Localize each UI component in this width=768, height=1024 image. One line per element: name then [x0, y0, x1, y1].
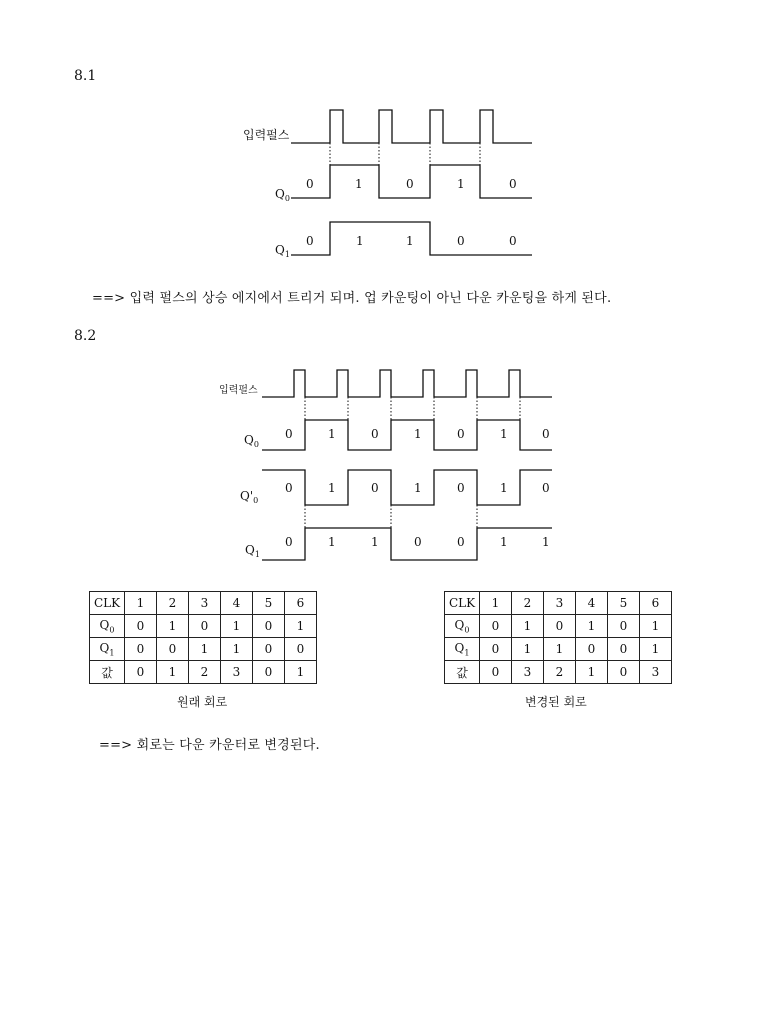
q1-label: $Q_1$ [245, 543, 260, 559]
table-cell: 3 [544, 592, 576, 615]
table-cell: 1 [285, 615, 317, 638]
table-cell: 0 [285, 638, 317, 661]
table-cell: 0 [480, 615, 512, 638]
table-cell: 1 [640, 638, 672, 661]
row-label: 값 [445, 661, 480, 684]
q1-label: $Q_1$ [275, 243, 290, 259]
input-pulse-waveform [262, 370, 552, 397]
table-cell: 0 [608, 638, 640, 661]
table-cell: 1 [157, 661, 189, 684]
table-cell: 0 [544, 615, 576, 638]
q1-bit: 0 [414, 535, 422, 549]
q0-prime-bit: 1 [328, 481, 336, 495]
q0-prime-label: $Q'_0$ [240, 489, 259, 505]
original-circuit-caption: 원래 회로 [177, 695, 228, 709]
q1-bit: 0 [457, 535, 465, 549]
q0-label: $Q_0$ [275, 187, 290, 203]
table-cell: 1 [576, 661, 608, 684]
table-cell: 6 [285, 592, 317, 615]
table-cell: 0 [608, 661, 640, 684]
table-cell: 2 [544, 661, 576, 684]
input-pulse-label: 입력펄스 [243, 128, 290, 142]
q0-prime-bit: 0 [371, 481, 379, 495]
row-label: $Q_1$ [90, 638, 125, 661]
q0-prime-bit: 0 [285, 481, 293, 495]
input-pulse-label: 입력펄스 [219, 385, 258, 396]
table-cell: 1 [576, 615, 608, 638]
table-cell: 0 [157, 638, 189, 661]
q1-bit: 1 [406, 234, 414, 248]
q1-bit: 0 [306, 234, 314, 248]
final-note: ==> 회로는 다운 카운터로 변경된다. [99, 738, 320, 753]
table-cell: 0 [480, 661, 512, 684]
q0-prime-waveform [262, 470, 552, 505]
q0-prime-bit: 1 [500, 481, 508, 495]
table-cell: 5 [608, 592, 640, 615]
q0-bit: 0 [457, 427, 465, 441]
table-cell: 0 [125, 615, 157, 638]
q1-bit: 0 [509, 234, 517, 248]
table-cell: 1 [189, 638, 221, 661]
table-row [90, 661, 317, 684]
q1-bit: 1 [500, 535, 508, 549]
table-cell: 1 [512, 638, 544, 661]
table-cell: 0 [253, 661, 285, 684]
table-cell: 6 [640, 592, 672, 615]
section-8-2-title: 8.2 [74, 328, 97, 344]
table-cell: 1 [640, 615, 672, 638]
table-cell: 0 [253, 615, 285, 638]
q0-prime-bit: 0 [457, 481, 465, 495]
table-cell: 0 [125, 661, 157, 684]
table-cell: 1 [221, 615, 253, 638]
table-row [90, 638, 317, 661]
table-cell: 2 [189, 661, 221, 684]
q1-bit: 0 [457, 234, 465, 248]
q1-bit: 1 [542, 535, 550, 549]
q0-bit: 0 [306, 177, 314, 191]
section-8-1-note: ==> 입력 펄스의 상승 에지에서 트리거 되며. 업 카운팅이 아닌 다운 카운팅을 하게 된다. [92, 291, 612, 306]
table-cell: 3 [189, 592, 221, 615]
q1-bit: 1 [371, 535, 379, 549]
q1-bit: 0 [285, 535, 293, 549]
row-label: $Q_0$ [90, 615, 125, 638]
q0-prime-bit: 1 [414, 481, 422, 495]
row-label: 값 [90, 661, 125, 684]
table-cell: 0 [576, 638, 608, 661]
table-row [90, 615, 317, 638]
table-row [445, 592, 672, 615]
table-cell: 3 [221, 661, 253, 684]
table-cell: 0 [608, 615, 640, 638]
q1-bit: 1 [328, 535, 336, 549]
table-cell: 1 [285, 661, 317, 684]
q0-bit: 0 [542, 427, 550, 441]
q0-bit: 0 [509, 177, 517, 191]
table-cell: 0 [480, 638, 512, 661]
table-cell: 1 [512, 615, 544, 638]
table-cell: 2 [512, 592, 544, 615]
row-label: CLK [90, 592, 125, 615]
modified-circuit-table [444, 591, 672, 684]
table-cell: 1 [125, 592, 157, 615]
table-cell: 3 [512, 661, 544, 684]
table-row [90, 592, 317, 615]
table-cell: 2 [157, 592, 189, 615]
q0-label: $Q_0$ [244, 433, 259, 449]
row-label: CLK [445, 592, 480, 615]
table-cell: 3 [640, 661, 672, 684]
table-cell: 0 [253, 638, 285, 661]
table-row [445, 615, 672, 638]
row-label: $Q_0$ [445, 615, 480, 638]
q1-bit: 1 [356, 234, 364, 248]
table-cell: 4 [221, 592, 253, 615]
table-cell: 5 [253, 592, 285, 615]
q0-bit: 0 [371, 427, 379, 441]
q0-bit: 1 [414, 427, 422, 441]
table-cell: 4 [576, 592, 608, 615]
q0-bit: 1 [328, 427, 336, 441]
section-8-1-title: 8.1 [74, 68, 97, 84]
table-cell: 0 [189, 615, 221, 638]
modified-circuit-caption: 변경된 회로 [525, 695, 587, 709]
table-cell: 1 [221, 638, 253, 661]
q1-waveform [262, 528, 552, 560]
table-row [445, 661, 672, 684]
table-row [445, 638, 672, 661]
q0-bit: 1 [355, 177, 363, 191]
q0-waveform [262, 420, 552, 450]
table-cell: 1 [157, 615, 189, 638]
q0-bit: 0 [285, 427, 293, 441]
original-circuit-table [89, 591, 317, 684]
row-label: $Q_1$ [445, 638, 480, 661]
table-cell: 0 [125, 638, 157, 661]
q0-bit: 1 [500, 427, 508, 441]
q0-bit: 0 [406, 177, 414, 191]
q0-bit: 1 [457, 177, 465, 191]
table-cell: 1 [544, 638, 576, 661]
q0-prime-bit: 0 [542, 481, 550, 495]
table-cell: 1 [480, 592, 512, 615]
